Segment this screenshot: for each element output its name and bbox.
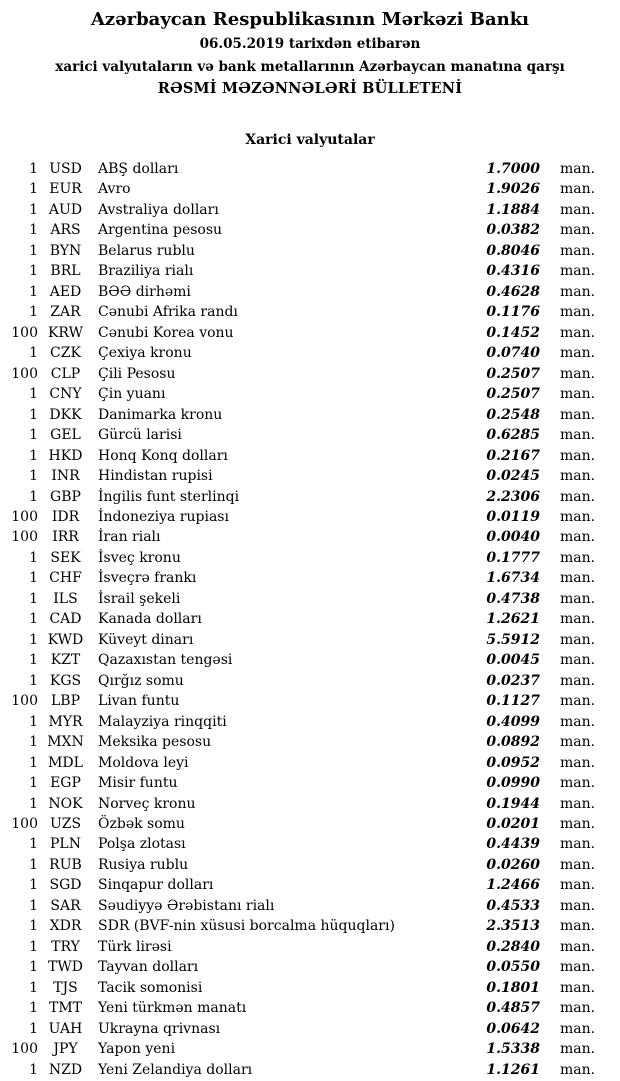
unit-cell: man. <box>560 816 596 832</box>
rate-value-cell: 0.2507 <box>486 365 540 382</box>
currency-code-cell: KZT <box>50 652 81 669</box>
currency-code-cell: PLN <box>50 836 81 853</box>
quantity-cell: 1 <box>29 795 38 812</box>
rate-value-cell: 0.0740 <box>486 345 540 362</box>
table-row <box>0 302 620 322</box>
table-row <box>0 589 620 609</box>
currency-code-cell: IDR <box>51 508 80 525</box>
rate-value-cell: 1.7000 <box>486 161 540 177</box>
table-row <box>0 466 620 486</box>
table-row <box>0 1039 620 1059</box>
table-row <box>0 446 620 466</box>
rate-value-cell: 0.1176 <box>486 304 540 321</box>
rate-value-cell: 0.0260 <box>486 856 540 873</box>
currency-code-cell: EUR <box>49 181 82 198</box>
unit-cell: man. <box>560 775 596 792</box>
currency-code-cell: BRL <box>50 263 81 280</box>
unit-cell: man. <box>560 713 596 730</box>
quantity-cell: 1 <box>29 979 38 996</box>
unit-cell: man. <box>560 856 596 873</box>
unit-cell: man. <box>560 938 596 955</box>
currency-code-cell: XDR <box>49 918 82 935</box>
unit-cell: man. <box>560 1061 596 1078</box>
currency-name-cell: Türk lirəsi <box>98 938 172 955</box>
table-row <box>0 425 620 445</box>
currency-name-cell: Danimarka kronu <box>98 406 223 423</box>
rate-value-cell: 0.0952 <box>486 754 540 771</box>
unit-cell: man. <box>560 1041 596 1058</box>
unit-cell: man. <box>560 959 596 976</box>
currency-name-cell: Sinqapur dolları <box>98 877 214 894</box>
unit-cell: man. <box>560 365 596 382</box>
unit-cell: man. <box>560 201 596 218</box>
quantity-cell: 100 <box>11 365 38 382</box>
currency-name-cell: Meksika pesosu <box>98 734 212 751</box>
quantity-cell: 1 <box>29 734 38 751</box>
rate-value-cell: 2.2306 <box>486 488 540 505</box>
rate-value-cell: 0.1777 <box>486 549 540 566</box>
quantity-cell: 100 <box>11 324 38 341</box>
currency-code-cell: GBP <box>50 488 81 505</box>
table-row <box>0 364 620 384</box>
quantity-cell: 1 <box>29 386 38 403</box>
table-row <box>0 1060 620 1080</box>
currency-code-cell: ZAR <box>50 304 81 321</box>
currency-name-cell: Gürcü larisi <box>98 427 182 444</box>
unit-cell: man. <box>560 386 596 403</box>
quantity-cell: 1 <box>29 242 38 259</box>
rate-value-cell: 0.2167 <box>486 447 540 464</box>
quantity-cell: 1 <box>29 631 38 648</box>
quantity-cell: 1 <box>29 1020 38 1037</box>
rate-value-cell: 0.4857 <box>486 1000 540 1017</box>
unit-cell: man. <box>560 652 596 669</box>
table-row <box>0 548 620 568</box>
table-row <box>0 978 620 998</box>
unit-cell: man. <box>560 447 596 464</box>
quantity-cell: 1 <box>29 283 38 300</box>
rate-value-cell: 0.0201 <box>486 816 540 832</box>
currency-name-cell: İran rialı <box>98 529 161 546</box>
quantity-cell: 1 <box>29 161 38 177</box>
unit-cell: man. <box>560 672 596 689</box>
rate-value-cell: 2.3513 <box>486 918 540 935</box>
currency-name-cell: BƏƏ dirhəmi <box>98 283 191 300</box>
quantity-cell: 1 <box>29 775 38 792</box>
rate-value-cell: 0.0245 <box>486 468 540 485</box>
quantity-cell: 1 <box>29 488 38 505</box>
quantity-cell: 100 <box>11 1041 38 1058</box>
table-row <box>0 814 620 834</box>
unit-cell: man. <box>560 693 596 710</box>
unit-cell: man. <box>560 877 596 894</box>
currency-code-cell: TWD <box>48 959 83 976</box>
currency-name-cell: Qazaxıstan tengəsi <box>98 652 233 669</box>
currency-name-cell: Honq Konq dolları <box>98 447 228 464</box>
table-row <box>0 712 620 732</box>
rate-value-cell: 0.4439 <box>486 836 540 853</box>
currency-code-cell: INR <box>51 468 80 485</box>
rate-value-cell: 0.2507 <box>486 386 540 403</box>
table-row <box>0 323 620 343</box>
rate-value-cell: 0.0642 <box>486 1020 540 1037</box>
currency-code-cell: TRY <box>51 938 80 955</box>
unit-cell: man. <box>560 324 596 341</box>
table-row <box>0 1019 620 1039</box>
rate-value-cell: 0.1801 <box>486 979 540 996</box>
unit-cell: man. <box>560 263 596 280</box>
effective-date-line: 06.05.2019 tarixdən etibarən <box>199 36 421 52</box>
table-row <box>0 937 620 957</box>
currency-name-cell: Ukrayna qrivnası <box>98 1020 221 1037</box>
quantity-cell: 100 <box>11 529 38 546</box>
quantity-cell: 1 <box>29 959 38 976</box>
rate-value-cell: 0.4738 <box>486 590 540 607</box>
bulletin-page <box>0 8 620 1081</box>
currency-name-cell: Qırğız somu <box>98 672 184 689</box>
currency-code-cell: TMT <box>48 1000 82 1017</box>
rate-value-cell: 1.6734 <box>486 570 540 587</box>
table-row <box>0 179 620 199</box>
unit-cell: man. <box>560 242 596 259</box>
currency-name-cell: İndoneziya rupiası <box>98 508 229 525</box>
currency-code-cell: HKD <box>48 447 83 464</box>
currency-code-cell: MYR <box>48 713 83 730</box>
currency-name-cell: ABŞ dolları <box>98 161 179 177</box>
unit-cell: man. <box>560 222 596 239</box>
unit-cell: man. <box>560 304 596 321</box>
currency-code-cell: BYN <box>49 242 82 259</box>
rate-value-cell: 0.0990 <box>486 775 540 792</box>
unit-cell: man. <box>560 590 596 607</box>
table-row <box>0 916 620 936</box>
table-row <box>0 630 620 650</box>
unit-cell: man. <box>560 570 596 587</box>
rate-value-cell: 0.0119 <box>486 508 540 525</box>
currency-name-cell: Livan funtu <box>98 693 180 710</box>
table-row <box>0 282 620 302</box>
currency-name-cell: Çexiya kronu <box>98 345 192 362</box>
currency-name-cell: Yeni Zelandiya dolları <box>98 1061 253 1078</box>
currency-name-cell: Misir funtu <box>98 775 178 792</box>
currency-code-cell: AED <box>49 283 82 300</box>
currency-name-cell: Cənubi Korea vonu <box>98 324 234 341</box>
table-row <box>0 998 620 1018</box>
currency-code-cell: IRR <box>52 529 79 546</box>
currency-name-cell: Yeni türkmən manatı <box>98 1000 247 1017</box>
unit-cell: man. <box>560 488 596 505</box>
quantity-cell: 1 <box>29 406 38 423</box>
currency-code-cell: LBP <box>50 693 80 710</box>
unit-cell: man. <box>560 611 596 628</box>
table-row <box>0 794 620 814</box>
currency-code-cell: CHF <box>49 570 82 587</box>
rate-value-cell: 0.0550 <box>486 959 540 976</box>
unit-cell: man. <box>560 1020 596 1037</box>
currency-code-cell: KGS <box>49 672 82 689</box>
currency-name-cell: İngilis funt sterlinqi <box>98 488 240 505</box>
subject-line: xarici valyutaların və bank metallarının Azərbaycan manatına qarşı <box>55 59 565 75</box>
currency-name-cell: Çin yuanı <box>98 386 166 403</box>
quantity-cell: 1 <box>29 836 38 853</box>
rate-value-cell: 0.0045 <box>486 652 540 669</box>
table-row <box>0 855 620 875</box>
rate-value-cell: 0.4099 <box>486 713 540 730</box>
currency-name-cell: Hindistan rupisi <box>98 468 213 485</box>
table-row <box>0 261 620 281</box>
quantity-cell: 1 <box>29 918 38 935</box>
rate-value-cell: 0.2840 <box>486 938 540 955</box>
rate-value-cell: 0.1452 <box>486 324 540 341</box>
currency-name-cell: Özbək somu <box>98 816 185 832</box>
currency-name-cell: Avstraliya dolları <box>98 201 219 218</box>
table-row <box>0 957 620 977</box>
currency-name-cell: Avro <box>98 181 131 198</box>
currency-code-cell: SAR <box>50 897 81 914</box>
quantity-cell: 1 <box>29 672 38 689</box>
table-row <box>0 343 620 363</box>
unit-cell: man. <box>560 406 596 423</box>
table-row <box>0 773 620 793</box>
currency-name-cell: Tayvan dolları <box>98 959 199 976</box>
currency-code-cell: ARS <box>50 222 81 239</box>
unit-cell: man. <box>560 508 596 525</box>
quantity-cell: 1 <box>29 263 38 280</box>
currency-code-cell: SGD <box>49 877 82 894</box>
unit-cell: man. <box>560 734 596 751</box>
currency-code-cell: DKK <box>49 406 82 423</box>
currency-code-cell: KRW <box>47 324 84 341</box>
currency-code-cell: CZK <box>50 345 81 362</box>
currency-name-cell: İsrail şekeli <box>98 590 181 607</box>
currency-code-cell: NZD <box>48 1061 83 1078</box>
currency-code-cell: RUB <box>49 856 82 873</box>
currency-name-cell: Moldova leyi <box>98 754 189 771</box>
quantity-cell: 1 <box>29 181 38 198</box>
currency-code-cell: UAH <box>48 1020 83 1037</box>
unit-cell: man. <box>560 529 596 546</box>
currency-name-cell: Malayziya rinqqiti <box>98 713 227 730</box>
rate-value-cell: 1.2621 <box>486 611 540 628</box>
rate-value-cell: 0.0040 <box>486 529 540 546</box>
rate-value-cell: 0.6285 <box>486 427 540 444</box>
rate-value-cell: 0.0382 <box>486 222 540 239</box>
table-row <box>0 568 620 588</box>
currency-code-cell: TJS <box>53 979 78 996</box>
currency-name-cell: Səudiyyə Ərəbistanı rialı <box>98 897 275 914</box>
rate-value-cell: 5.5912 <box>486 631 540 648</box>
currency-code-cell: KWD <box>47 631 84 648</box>
currency-code-cell: CAD <box>49 611 82 628</box>
rate-value-cell: 1.9026 <box>486 181 540 198</box>
table-row <box>0 487 620 507</box>
quantity-cell: 100 <box>11 816 38 832</box>
currency-name-cell: İsveçrə frankı <box>98 570 197 587</box>
quantity-cell: 1 <box>29 549 38 566</box>
table-row <box>0 609 620 629</box>
section-title-foreign-currencies: Xarici valyutalar <box>245 132 375 148</box>
table-row <box>0 159 620 179</box>
rate-value-cell: 1.1884 <box>486 201 540 218</box>
currency-name-cell: Norveç kronu <box>98 795 196 812</box>
quantity-cell: 1 <box>29 222 38 239</box>
rate-value-cell: 0.0237 <box>486 672 540 689</box>
unit-cell: man. <box>560 345 596 362</box>
quantity-cell: 1 <box>29 570 38 587</box>
quantity-cell: 1 <box>29 652 38 669</box>
table-row <box>0 753 620 773</box>
quantity-cell: 1 <box>29 304 38 321</box>
rate-value-cell: 0.0892 <box>486 734 540 751</box>
bank-title: Azərbaycan Respublikasının Mərkəzi Bankı <box>90 9 530 30</box>
table-row <box>0 507 620 527</box>
currency-code-cell: NOK <box>48 795 83 812</box>
currency-code-cell: UZS <box>49 816 82 832</box>
unit-cell: man. <box>560 918 596 935</box>
unit-cell: man. <box>560 754 596 771</box>
unit-cell: man. <box>560 181 596 198</box>
quantity-cell: 1 <box>29 938 38 955</box>
rate-value-cell: 0.4316 <box>486 263 540 280</box>
table-row <box>0 896 620 916</box>
currency-code-cell: JPY <box>53 1041 78 1058</box>
unit-cell: man. <box>560 897 596 914</box>
currency-name-cell: SDR (BVF-nin xüsusi borcalma hüquqları) <box>98 918 395 935</box>
unit-cell: man. <box>560 161 596 177</box>
quantity-cell: 1 <box>29 713 38 730</box>
quantity-cell: 100 <box>11 508 38 525</box>
currency-code-cell: MXN <box>47 734 84 751</box>
currency-name-cell: İsveç kronu <box>98 549 181 566</box>
rate-value-cell: 0.4533 <box>486 897 540 914</box>
quantity-cell: 1 <box>29 1061 38 1078</box>
currency-rates-table <box>0 159 620 1080</box>
quantity-cell: 1 <box>29 1000 38 1017</box>
unit-cell: man. <box>560 631 596 648</box>
rate-value-cell: 0.1944 <box>486 795 540 812</box>
quantity-cell: 100 <box>11 693 38 710</box>
unit-cell: man. <box>560 283 596 300</box>
unit-cell: man. <box>560 1000 596 1017</box>
quantity-cell: 1 <box>29 447 38 464</box>
rate-value-cell: 0.4628 <box>486 283 540 300</box>
quantity-cell: 1 <box>29 897 38 914</box>
table-row <box>0 671 620 691</box>
unit-cell: man. <box>560 979 596 996</box>
currency-name-cell: Polşa zlotası <box>98 836 186 853</box>
table-row <box>0 834 620 854</box>
currency-code-cell: SEK <box>50 549 81 566</box>
table-row <box>0 405 620 425</box>
table-row <box>0 527 620 547</box>
currency-name-cell: Çili Pesosu <box>98 365 176 382</box>
rate-value-cell: 0.1127 <box>486 693 540 710</box>
unit-cell: man. <box>560 836 596 853</box>
currency-name-cell: Kanada dolları <box>98 611 202 628</box>
currency-name-cell: Argentina pesosu <box>98 222 223 239</box>
currency-code-cell: MDL <box>48 754 83 771</box>
currency-code-cell: USD <box>49 161 82 177</box>
quantity-cell: 1 <box>29 611 38 628</box>
currency-code-cell: ILS <box>53 590 78 607</box>
table-row <box>0 732 620 752</box>
currency-code-cell: AUD <box>48 201 83 218</box>
currency-name-cell: Küveyt dinarı <box>98 631 194 648</box>
quantity-cell: 1 <box>29 856 38 873</box>
quantity-cell: 1 <box>29 877 38 894</box>
rate-value-cell: 0.8046 <box>486 242 540 259</box>
quantity-cell: 1 <box>29 345 38 362</box>
rate-value-cell: 1.5338 <box>486 1041 540 1058</box>
rate-value-cell: 1.2466 <box>486 877 540 894</box>
currency-name-cell: Belarus rublu <box>98 242 195 259</box>
currency-code-cell: EGP <box>50 775 81 792</box>
quantity-cell: 1 <box>29 468 38 485</box>
unit-cell: man. <box>560 468 596 485</box>
currency-name-cell: Cənubi Afrika randı <box>98 304 238 321</box>
currency-code-cell: GEL <box>50 427 81 444</box>
table-row <box>0 200 620 220</box>
quantity-cell: 1 <box>29 201 38 218</box>
bulletin-title: RƏSMİ MƏZƏNNƏLƏRİ BÜLLETENİ <box>157 80 463 97</box>
table-row <box>0 384 620 404</box>
currency-code-cell: CNY <box>49 386 82 403</box>
currency-name-cell: Rusiya rublu <box>98 856 189 873</box>
quantity-cell: 1 <box>29 754 38 771</box>
unit-cell: man. <box>560 427 596 444</box>
table-row <box>0 241 620 261</box>
table-row <box>0 650 620 670</box>
table-row <box>0 220 620 240</box>
currency-code-cell: CLP <box>50 365 81 382</box>
currency-name-cell: Yapon yeni <box>98 1041 176 1058</box>
quantity-cell: 1 <box>29 590 38 607</box>
table-row <box>0 691 620 711</box>
unit-cell: man. <box>560 549 596 566</box>
rate-value-cell: 1.1261 <box>486 1061 540 1078</box>
document-header <box>0 8 620 99</box>
unit-cell: man. <box>560 795 596 812</box>
quantity-cell: 1 <box>29 427 38 444</box>
currency-name-cell: Tacik somonisi <box>98 979 203 996</box>
rate-value-cell: 0.2548 <box>486 406 540 423</box>
table-row <box>0 875 620 895</box>
currency-name-cell: Braziliya rialı <box>98 263 194 280</box>
